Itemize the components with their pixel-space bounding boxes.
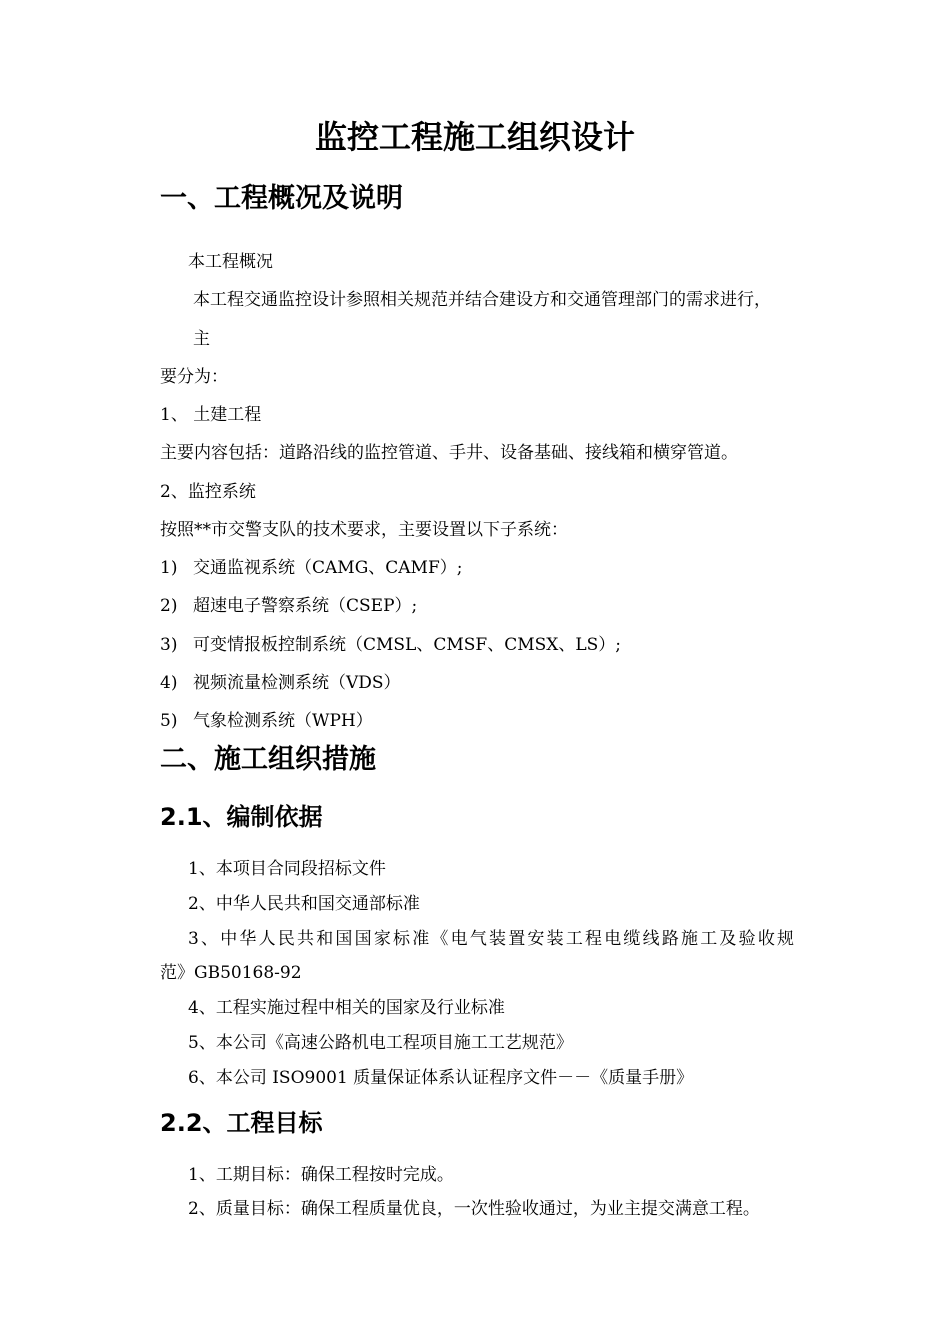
basis-item: 3、中华人民共和国国家标准《电气装置安装工程电缆线路施工及验收规 — [188, 929, 797, 949]
civil-works-description: 主要内容包括：道路沿线的监控管道、手井、设备基础、接线箱和横穿管道。 — [160, 443, 738, 463]
monitoring-system-title: 2、监控系统 — [160, 482, 256, 502]
basis-item: 1、本项目合同段招标文件 — [188, 859, 386, 879]
subsystem-item — [160, 556, 463, 580]
subsystem-item — [160, 594, 417, 618]
subsystem-number: 3) — [160, 635, 178, 655]
subsystem-text: 视频流量检测系统（VDS） — [193, 673, 401, 693]
overview-label: 本工程概况 — [188, 252, 273, 272]
goal-item: 2、质量目标：确保工程质量优良，一次性验收通过，为业主提交满意工程。 — [188, 1199, 760, 1219]
subsystem-number: 4) — [160, 673, 178, 693]
subsystem-number: 1) — [160, 558, 178, 578]
subsystem-number: 5) — [160, 711, 178, 731]
section-1-heading: 一、工程概况及说明 — [160, 183, 403, 214]
subsystem-text: 交通监视系统（CAMG、CAMF）; — [193, 558, 463, 578]
subsystem-item — [160, 671, 401, 695]
intro-line-2: 主 — [193, 329, 210, 349]
document-title: 监控工程施工组织设计 — [314, 118, 635, 156]
monitoring-system-description: 按照**市交警支队的技术要求，主要设置以下子系统： — [160, 520, 568, 540]
basis-item: 5、本公司《高速公路机电工程项目施工工艺规范》 — [188, 1033, 573, 1053]
basis-item: 6、本公司 ISO9001 质量保证体系认证程序文件－－《质量手册》 — [188, 1068, 694, 1088]
subsystem-item — [160, 709, 373, 733]
intro-line-3: 要分为： — [160, 367, 228, 387]
section-2-2-heading: 2.2、工程目标 — [160, 1109, 323, 1137]
section-2-1-heading: 2.1、编制依据 — [160, 803, 323, 831]
intro-line-1: 本工程交通监控设计参照相关规范并结合建设方和交通管理部门的需求进行， — [193, 290, 771, 310]
subsystem-number: 2) — [160, 596, 178, 616]
basis-item: 4、工程实施过程中相关的国家及行业标准 — [188, 998, 505, 1018]
basis-item: 2、中华人民共和国交通部标准 — [188, 894, 420, 914]
subsystem-text: 可变情报板控制系统（CMSL、CMSF、CMSX、LS）; — [193, 635, 622, 655]
subsystem-text: 气象检测系统（WPH） — [193, 711, 373, 731]
basis-item-continuation: 范》GB50168-92 — [160, 963, 302, 983]
goal-item: 1、工期目标：确保工程按时完成。 — [188, 1165, 454, 1185]
subsystem-text: 超速电子警察系统（CSEP）; — [193, 596, 418, 616]
subsystem-item — [160, 633, 621, 657]
section-2-heading: 二、施工组织措施 — [160, 744, 376, 775]
civil-works-title: 1、 土建工程 — [160, 405, 262, 425]
